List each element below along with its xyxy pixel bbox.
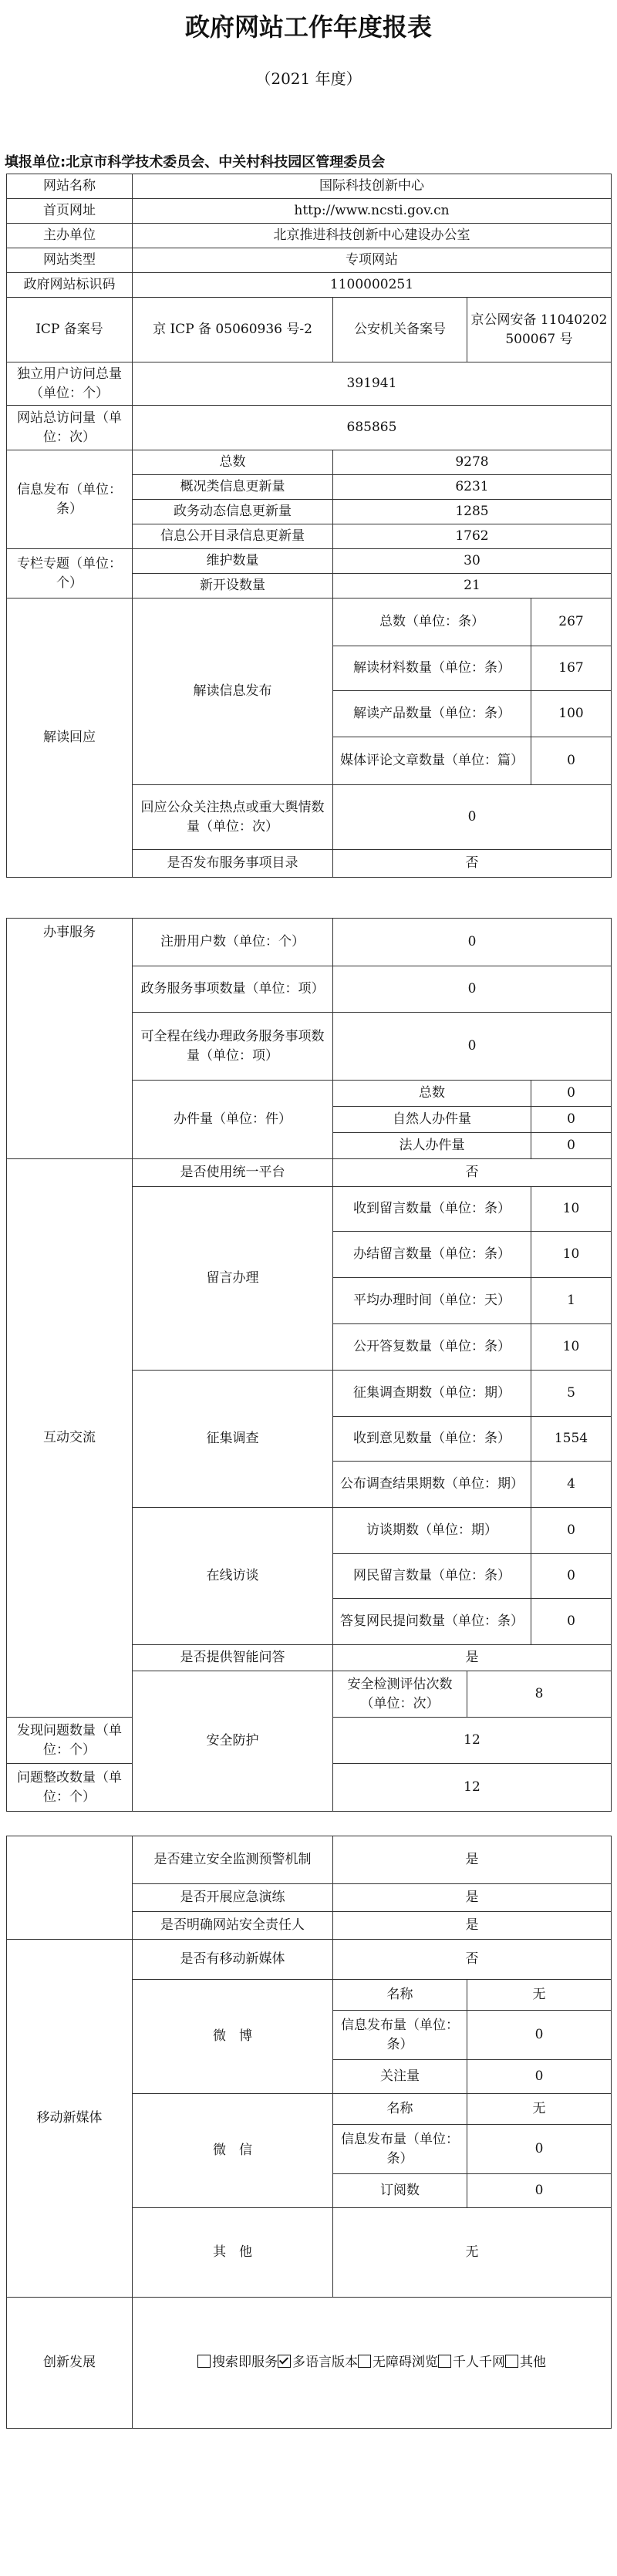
weibo-row-value: 无 [467,1980,612,2011]
cases-row-label: 总数 [333,1081,531,1107]
interpret-row-value: 267 [531,598,612,646]
feature-accessibility[interactable] [358,2355,438,2370]
talk-row-value: 0 [531,1508,612,1554]
info-row-label: 总数 [133,450,333,475]
wechat-row-label: 名称 [333,2094,467,2125]
duty-label: 是否明确网站安全责任人 [133,1912,333,1940]
interpret-row-label: 媒体评论文章数量（单位：篇） [333,737,531,785]
weibo-row-value: 0 [467,2060,612,2094]
survey-row-label: 征集调查期数（单位：期） [333,1371,531,1417]
hot-response-value: 0 [333,785,612,850]
interpret-row-label: 解读材料数量（单位：条） [333,646,531,691]
site-name-label: 网站名称 [7,174,133,199]
innovation-features [133,2298,612,2429]
mobile-label: 移动新媒体 [7,1940,133,2298]
cases-label: 办件量（单位：件） [133,1081,333,1159]
interpret-row-value: 0 [531,737,612,785]
interpret-row-value: 167 [531,646,612,691]
talk-label: 在线访谈 [133,1508,333,1645]
security-row-label: 安全检测评估次数（单位：次） [333,1671,467,1718]
talk-row-value: 0 [531,1554,612,1599]
platform-label: 是否使用统一平台 [133,1159,333,1187]
interpret-sub-label: 解读信息发布 [133,598,333,785]
security-row-value: 12 [333,1764,612,1812]
checkbox-icon[interactable] [505,2355,518,2368]
psb-label: 公安机关备案号 [333,298,467,362]
talk-row-label: 访谈期数（单位：期） [333,1508,531,1554]
home-url-label: 首页网址 [7,199,133,224]
reg-users-value: 0 [333,919,612,966]
report-table-service [6,918,612,1812]
platform-value: 否 [333,1159,612,1187]
security-cont-cell [7,1836,133,1940]
report-table-main [6,174,612,878]
column-label: 专栏专题（单位：个） [7,549,133,598]
survey-label: 征集调查 [133,1371,333,1508]
mobile-has-value: 否 [333,1940,612,1980]
msg-label: 留言办理 [133,1187,333,1371]
cases-row-value: 0 [531,1107,612,1133]
feature-personalized[interactable] [438,2355,505,2370]
column-row-label: 维护数量 [133,549,333,574]
interpret-row-label: 解读产品数量（单位：条） [333,691,531,737]
mobile-has-label: 是否有移动新媒体 [133,1940,333,1980]
checkbox-checked-icon[interactable] [278,2355,291,2368]
service-catalog-label: 是否发布服务事项目录 [133,850,333,878]
monitor-value: 是 [333,1836,612,1884]
filling-unit: 填报单位:北京市科学技术委员会、中关村科技园区管理委员会 [5,154,386,170]
service-label: 办事服务 [7,919,133,1159]
talk-row-value: 0 [531,1599,612,1645]
wechat-row-label: 信息发布量（单位：条） [333,2125,467,2174]
info-row-value: 6231 [333,475,612,500]
wechat-row-value: 0 [467,2125,612,2174]
security-row-value: 12 [333,1718,612,1764]
column-row-value: 30 [333,549,612,574]
home-url-value: http://www.ncsti.gov.cn [133,199,612,224]
survey-row-label: 收到意见数量（单位：条） [333,1417,531,1462]
icp-label: ICP 备案号 [7,298,133,362]
cases-row-value: 0 [531,1081,612,1107]
wechat-row-value: 0 [467,2174,612,2208]
interpret-label: 解读回应 [7,598,133,878]
drill-label: 是否开展应急演练 [133,1884,333,1912]
survey-row-value: 5 [531,1371,612,1417]
security-row-label: 发现问题数量（单位：个） [7,1718,133,1764]
wechat-row-value: 无 [467,2094,612,2125]
interact-label: 互动交流 [7,1159,133,1718]
report-table-media [6,1836,612,2429]
info-row-label: 概况类信息更新量 [133,475,333,500]
wechat-label: 微 信 [133,2094,333,2208]
other-label: 其 他 [133,2208,333,2298]
feature-label: 千人千网 [453,2355,505,2371]
msg-row-value: 1 [531,1278,612,1324]
msg-row-label: 办结留言数量（单位：条） [333,1232,531,1278]
report-title: 政府网站工作年度报表 [184,12,432,42]
talk-row-label: 网民留言数量（单位：条） [333,1554,531,1599]
info-row-value: 1762 [333,524,612,549]
cases-row-label: 自然人办件量 [333,1107,531,1133]
service-items-label: 政务服务事项数量（单位：项） [133,966,333,1013]
column-row-value: 21 [333,574,612,598]
checkbox-icon[interactable] [358,2355,371,2368]
msg-row-value: 10 [531,1324,612,1371]
security-row-label: 问题整改数量（单位：个） [7,1764,133,1812]
info-row-label: 信息公开目录信息更新量 [133,524,333,549]
host-org-value: 北京推进科技创新中心建设办公室 [133,224,612,248]
reg-users-label: 注册用户数（单位：个） [133,919,333,966]
feature-other[interactable] [505,2355,546,2370]
report-year: （2021 年度） [255,69,362,88]
innovation-label: 创新发展 [7,2298,133,2429]
uv-label: 独立用户访问总量（单位：个） [7,362,133,406]
site-name-value: 国际科技创新中心 [133,174,612,199]
checkbox-icon[interactable] [197,2355,211,2368]
msg-row-label: 平均办理时间（单位：天） [333,1278,531,1324]
hot-response-label: 回应公众关注热点或重大舆情数量（单位：次） [133,785,333,850]
site-code-value: 1100000251 [133,273,612,298]
weibo-row-value: 0 [467,2011,612,2060]
feature-multilingual[interactable] [278,2355,358,2370]
feature-label: 无障碍浏览 [373,2355,438,2371]
interpret-row-value: 100 [531,691,612,737]
info-label: 信息发布（单位：条） [7,450,133,549]
monitor-label: 是否建立安全监测预警机制 [133,1836,333,1884]
weibo-label: 微 博 [133,1980,333,2094]
wechat-row-label: 订阅数 [333,2174,467,2208]
icp-value: 京 ICP 备 05060936 号-2 [133,298,333,362]
qa-label: 是否提供智能问答 [133,1645,333,1671]
online-items-label: 可全程在线办理政务服务事项数量（单位：项） [133,1013,333,1081]
weibo-row-label: 名称 [333,1980,467,2011]
online-items-value: 0 [333,1013,612,1081]
weibo-row-label: 信息发布量（单位：条） [333,2011,467,2060]
info-row-value: 9278 [333,450,612,475]
pv-value: 685865 [133,406,612,450]
qa-value: 是 [333,1645,612,1671]
interpret-row-label: 总数（单位：条） [333,598,531,646]
security-label: 安全防护 [133,1671,333,1812]
info-row-label: 政务动态信息更新量 [133,500,333,524]
survey-row-label: 公布调查结果期数（单位：期） [333,1462,531,1508]
weibo-row-label: 关注量 [333,2060,467,2094]
msg-row-label: 公开答复数量（单位：条） [333,1324,531,1371]
msg-row-value: 10 [531,1232,612,1278]
site-type-label: 网站类型 [7,248,133,273]
psb-value: 京公网安备 11040202500067 号 [467,298,612,362]
uv-value: 391941 [133,362,612,406]
msg-row-value: 10 [531,1187,612,1232]
site-code-label: 政府网站标识码 [7,273,133,298]
checkbox-icon[interactable] [438,2355,451,2368]
site-type-value: 专项网站 [133,248,612,273]
info-row-value: 1285 [333,500,612,524]
column-row-label: 新开设数量 [133,574,333,598]
pv-label: 网站总访问量（单位：次） [7,406,133,450]
msg-row-label: 收到留言数量（单位：条） [333,1187,531,1232]
survey-row-value: 1554 [531,1417,612,1462]
survey-row-value: 4 [531,1462,612,1508]
feature-label: 搜索即服务 [212,2355,278,2371]
feature-label: 其他 [520,2355,546,2371]
security-row-value: 8 [467,1671,612,1718]
cases-row-label: 法人办件量 [333,1133,531,1159]
talk-row-label: 答复网民提问数量（单位：条） [333,1599,531,1645]
service-items-value: 0 [333,966,612,1013]
feature-label: 多语言版本 [292,2355,358,2371]
other-value: 无 [333,2208,612,2298]
feature-search-service[interactable] [197,2355,278,2370]
duty-value: 是 [333,1912,612,1940]
service-catalog-value: 否 [333,850,612,878]
drill-value: 是 [333,1884,612,1912]
cases-row-value: 0 [531,1133,612,1159]
host-org-label: 主办单位 [7,224,133,248]
